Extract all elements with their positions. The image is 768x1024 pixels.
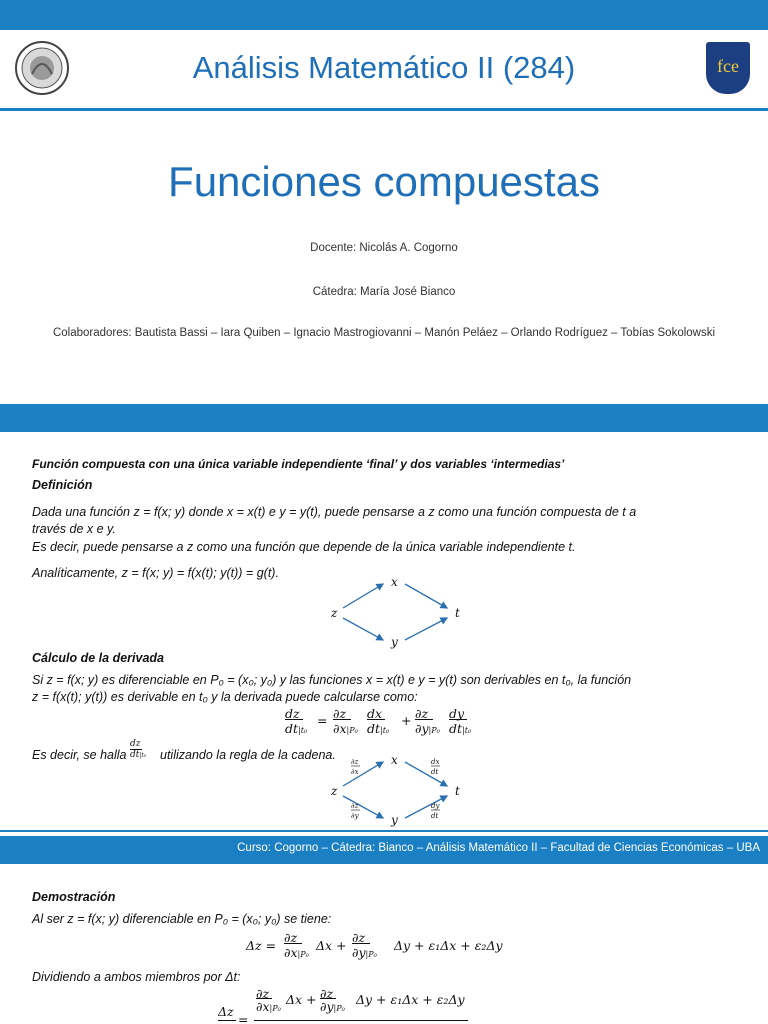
composition-diagram-1 <box>325 572 475 650</box>
calculo-heading: Cálculo de la derivada <box>32 651 164 665</box>
calc-line-1: Si z = f(x; y) es diferenciable en P₀ = (x₀; y₀) y las funciones x = x(t) e y = y(t) son derivables en t₀, la función <box>32 673 632 687</box>
def-line-2: través de x e y. <box>32 522 116 536</box>
calc-line-2: z = f(x(t); y(t)) es derivable en t₀ y la derivada puede calcularse como: <box>32 690 418 704</box>
chain-rule-formula: dz dt|t₀ = ∂z ∂x|P₀ dx dt|t₀ + ∂z ∂y|P₀ dy dt|t₀ <box>285 706 472 736</box>
composition-diagram-2 <box>325 750 475 830</box>
diagram2-arrow-zx <box>343 762 383 786</box>
diagram2-arrow-xt <box>405 762 447 786</box>
svg-text:dt: dt <box>431 768 439 776</box>
demo-line-2: Dividiendo a ambos miembros por Δt: <box>32 970 241 984</box>
colaboradores-line: Colaboradores: Bautista Bassi – Iara Quiben – Ignacio Mastrogiovanni – Manón Peláez – Orlando Rodríguez – Tobías Sokolowski <box>52 327 716 339</box>
diagram2-t: t <box>455 784 460 798</box>
diagram2-x: x <box>391 753 398 767</box>
header-divider <box>0 108 768 111</box>
section-heading: Función compuesta con una única variable independiente ‘final’ y dos variables ‘intermedias’ <box>32 457 565 471</box>
diagram2-label-dzdy: ∂z <box>351 802 359 810</box>
es-decir-suffix: utilizando la regla de la cadena. <box>160 748 336 762</box>
dz-dt-inline: dz dt|t₀ <box>130 739 147 760</box>
fce-logo-text: fce <box>717 56 739 76</box>
footer-top-rule <box>0 830 768 832</box>
diagram2-label-dzdx: ∂z <box>351 758 359 766</box>
delta-z-formula: Δz = ∂z ∂x|P₀ Δx + ∂z ∂y|P₀ Δy + ε₁Δx + ε₂Δy <box>246 930 503 960</box>
diagram2-label-dxdt: dx <box>431 758 440 766</box>
svg-text:∂y: ∂y <box>351 812 359 820</box>
diagram1-arrow-zy <box>343 618 383 640</box>
diagram2-arrow-yt <box>405 796 447 818</box>
definicion-heading: Definición <box>32 478 93 492</box>
diagram2-y: y <box>391 813 398 827</box>
def-line-3: Es decir, puede pensarse a z como una función que depende de la única variable independiente t. <box>32 540 576 554</box>
diagram1-x: x <box>391 575 398 589</box>
diagram2-arrow-zy <box>343 796 383 818</box>
diagram1-z: z <box>331 606 338 620</box>
svg-text:dt: dt <box>431 812 439 820</box>
diagram1-arrow-zx <box>343 584 383 608</box>
course-title: Análisis Matemático II (284) <box>192 50 576 85</box>
catedra-line: Cátedra: María José Bianco <box>312 286 456 298</box>
delta-z-left: Δz <box>218 1004 234 1019</box>
diagram2-z: z <box>331 784 338 798</box>
page-title: Funciones compuestas <box>168 158 600 205</box>
delta-z-over-delta-t: Δz = ∂z ∂x|P₀ Δx + ∂z ∂y|P₀ Δy + ε₁Δx + ε₂Δy <box>218 986 518 1024</box>
diagram1-arrow-yt <box>405 618 447 640</box>
footer-text: Curso: Cogorno – Cátedra: Bianco – Análisis Matemático II – Facultad de Ciencias Económicas – UBA <box>237 842 760 854</box>
def-line-1: Dada una función z = f(x; y) donde x = x(t) e y = y(t), puede pensarse a z como una función compuesta de t a <box>32 505 637 519</box>
demo-line-1: Al ser z = f(x; y) diferenciable en P₀ = (x₀; y₀) se tiene: <box>32 912 332 926</box>
def-line-4: Analíticamente, z = f(x; y) = f(x(t); y(t)) = g(t). <box>32 566 279 580</box>
diagram1-arrow-xt <box>405 584 447 608</box>
top-banner <box>0 0 768 30</box>
es-decir-prefix: Es decir, se halla <box>32 748 127 762</box>
docente-line: Docente: Nicolás A. Cogorno <box>310 242 458 254</box>
svg-text:∂x: ∂x <box>351 768 359 776</box>
diagram1-y: y <box>391 635 398 649</box>
middle-band <box>0 404 768 432</box>
diagram1-t: t <box>455 606 460 620</box>
diagram2-label-dydt: dy <box>431 802 440 810</box>
demostracion-heading: Demostración <box>32 890 116 904</box>
